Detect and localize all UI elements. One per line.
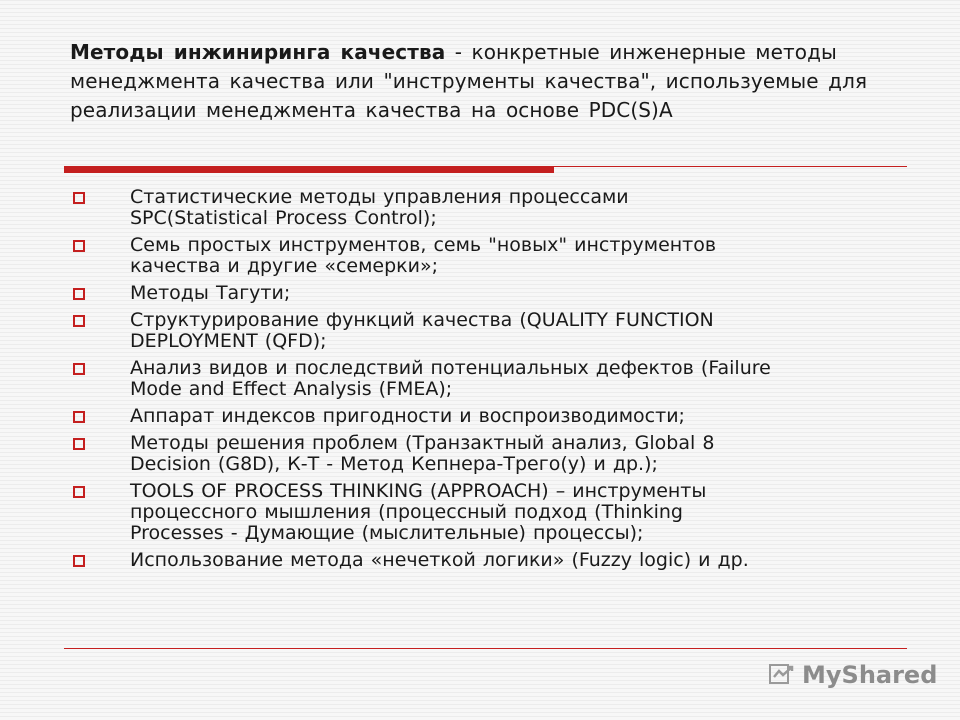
bullet-line: Методы решения проблем (Транзактный анализ, Global 8 [130, 432, 715, 454]
square-bullet-icon [73, 411, 85, 423]
bullet-item [70, 358, 900, 400]
square-bullet-icon [73, 315, 85, 327]
square-bullet-icon [73, 486, 85, 498]
bullet-item [70, 283, 900, 304]
bullet-line: Методы Тагути; [130, 282, 291, 304]
bullet-line: Структурирование функций качества (QUALITY FUNCTION [130, 309, 714, 331]
bullet-list [70, 187, 900, 577]
slide-title [70, 38, 910, 125]
title-bold: Методы инжиниринга качества [70, 40, 446, 64]
bullet-line: процессного мышления (процессный подход (Thinking [130, 501, 683, 523]
bullet-item [70, 406, 900, 427]
bullet-line: Семь простых инструментов, семь "новых" инструментов [130, 234, 717, 256]
bullet-line: Mode and Effect Analysis (FMEA); [130, 378, 453, 400]
bullet-line: Аппарат индексов пригодности и воспроизводимости; [130, 405, 685, 427]
square-bullet-icon [73, 288, 85, 300]
bullet-line: TOOLS OF PROCESS THINKING (APPROACH) – инструменты [130, 480, 707, 502]
bullet-line: SPC(Statistical Process Control); [130, 207, 437, 229]
bullet-line: Decision (G8D), К-Т - Метод Кепнера-Трего(у) и др.); [130, 453, 658, 475]
bullet-line: Анализ видов и последствий потенциальных дефектов (Failure [130, 357, 771, 379]
square-bullet-icon [73, 363, 85, 375]
bullet-item [70, 550, 900, 571]
square-bullet-icon [73, 192, 85, 204]
bullet-item [70, 481, 900, 544]
square-bullet-icon [73, 438, 85, 450]
square-bullet-icon [73, 240, 85, 252]
watermark-text: MyShared [802, 661, 938, 689]
bullet-item [70, 187, 900, 229]
bullet-line: Статистические методы управления процессами [130, 186, 629, 208]
square-bullet-icon [73, 555, 85, 567]
bullet-line: DEPLOYMENT (QFD); [130, 330, 327, 352]
bullet-item [70, 310, 900, 352]
bullet-item [70, 235, 900, 277]
title-rest: - конкретные инженерные методы менеджмента качества или "инструменты качества", используемые для реализации менеджмента качества на основе PDC(S)A [70, 40, 868, 122]
bottom-divider [64, 648, 907, 649]
bullet-line: качества и другие «семерки»; [130, 255, 439, 277]
bullet-line: Processes - Думающие (мыслительные) процессы); [130, 522, 644, 544]
bullet-line: Использование метода «нечеткой логики» (Fuzzy logic) и др. [130, 549, 749, 571]
red-accent-bar [64, 166, 554, 173]
bullet-item [70, 433, 900, 475]
myshared-watermark [768, 657, 937, 693]
myshared-logo-icon [768, 661, 796, 689]
